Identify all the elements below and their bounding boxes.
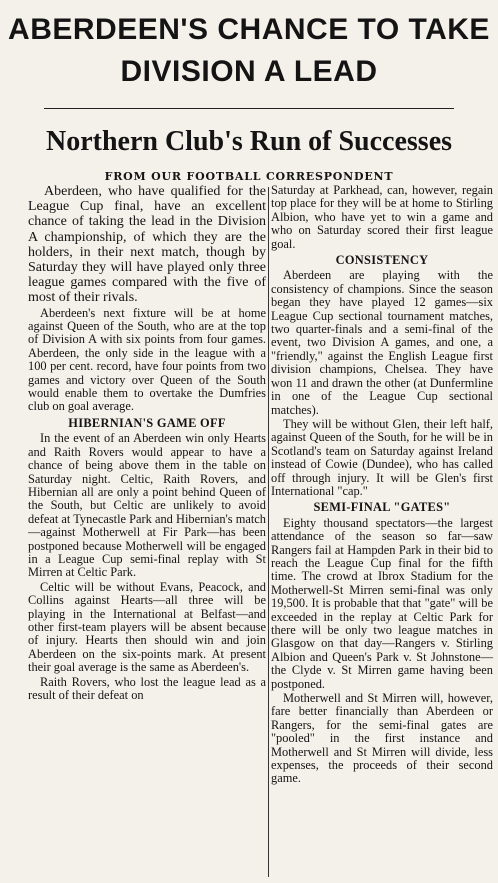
- paragraph: Celtic will be without Evans, Peacock, and Collins against Hearts—all three will be playing in the International at Belfast—and other first-team players will be absent because of injury. Hearts then should win and join Aberdeen on the six-points mark. At present their goal average is the same as Aberdeen's.: [28, 579, 266, 675]
- paragraph-continued: Saturday at Parkhead, can, however, regain top place for they will be at home to Stirling Albion, who have yet to win a game and who on Saturday scored their first league goal.: [271, 183, 493, 251]
- paragraph: Aberdeen are playing with the consistency of champions. Since the season began they have played 12 games—six League Cup sectional tournament matches, two quarter-finals and a semi-final of the event, two Division A games, and one, a "friendly," against the English League first division champions, Chelsea. They have won 11 and drawn the other (at Dunfermline in one of the League Cup sectional matches).: [271, 268, 493, 417]
- headline-line-1: ABERDEEN'S CHANCE TO TAKE: [8, 13, 490, 46]
- subheadline: Northern Club's Run of Successes: [45, 126, 453, 157]
- byline: FROM OUR FOOTBALL CORRESPONDENT: [104, 170, 394, 183]
- headline-line-2: DIVISION A LEAD: [120, 55, 378, 88]
- section-heading-hibernian: HIBERNIAN'S GAME OFF: [68, 415, 226, 430]
- headline-rule: [44, 108, 454, 109]
- paragraph: Eighty thousand spectators—the largest attendance of the season so far—saw Rangers fail at Hampden Park in their bid to reach the League Cup final for the fifth time. The crowd at Ibrox Stadium for the Motherwell-St Mirren semi-final was only 19,500. It is probable that that "gate" will be exceeded in the replay at Celtic Park for there will be only two league matches in Glasgow on that day—Rangers v. Stirling Albion and Queen's Park v. St Johnstone—the Clyde v. St Mirren game having been postponed.: [271, 515, 493, 691]
- section-heading-semi-final-gates: SEMI-FINAL "GATES": [313, 500, 451, 515]
- paragraph: Motherwell and St Mirren will, however, fare better financially than Aberdeen or Rangers, for the semi-final gates are "pooled" in the first instance and Motherwell and St Mirren will divide, less expenses, the proceeds of their second game.: [271, 691, 493, 786]
- paragraph: They will be without Glen, their left half, against Queen of the South, for he will be in Scotland's team on Saturday against Ireland instead of Cowie (Dundee), who has called off through injury. It will be Glen's first International "cap.": [271, 416, 493, 498]
- column-divider: [268, 187, 269, 877]
- article-column-left: [28, 184, 266, 703]
- paragraph: In the event of an Aberdeen win only Hearts and Raith Rovers would appear to have a chance of being above them in the table on Saturday night. Celtic, Raith Rovers, and Hibernian all are only a point behind Queen of the South, but Celtic are unlikely to avoid defeat at Tynecastle Park and Hibernian's match—against Motherwell at Fir Park—has been postponed because Motherwell will be engaged in a League Cup semi-final replay with St Mirren at Celtic Park.: [28, 431, 266, 580]
- article-column-right: [271, 184, 493, 787]
- paragraph: Raith Rovers, who lost the league lead as a result of their defeat on: [28, 674, 266, 702]
- paragraph: Aberdeen's next fixture will be at home against Queen of the South, who are at the top of Division A with six points from four games. Aberdeen, the only side in the league with a 100 per cent. record, have four points from two games and victory over Queen of the South would enable them to overtake the Dumfries club on goal average.: [28, 305, 266, 414]
- section-heading-consistency: CONSISTENCY: [335, 253, 429, 268]
- lead-paragraph: Aberdeen, who have qualified for the League Cup final, have an excellent chance of taking the lead in the Division A championship, of which they are the holders, in their next match, though by Saturday they will have played only three league games compared with the five of most of their rivals.: [28, 184, 266, 306]
